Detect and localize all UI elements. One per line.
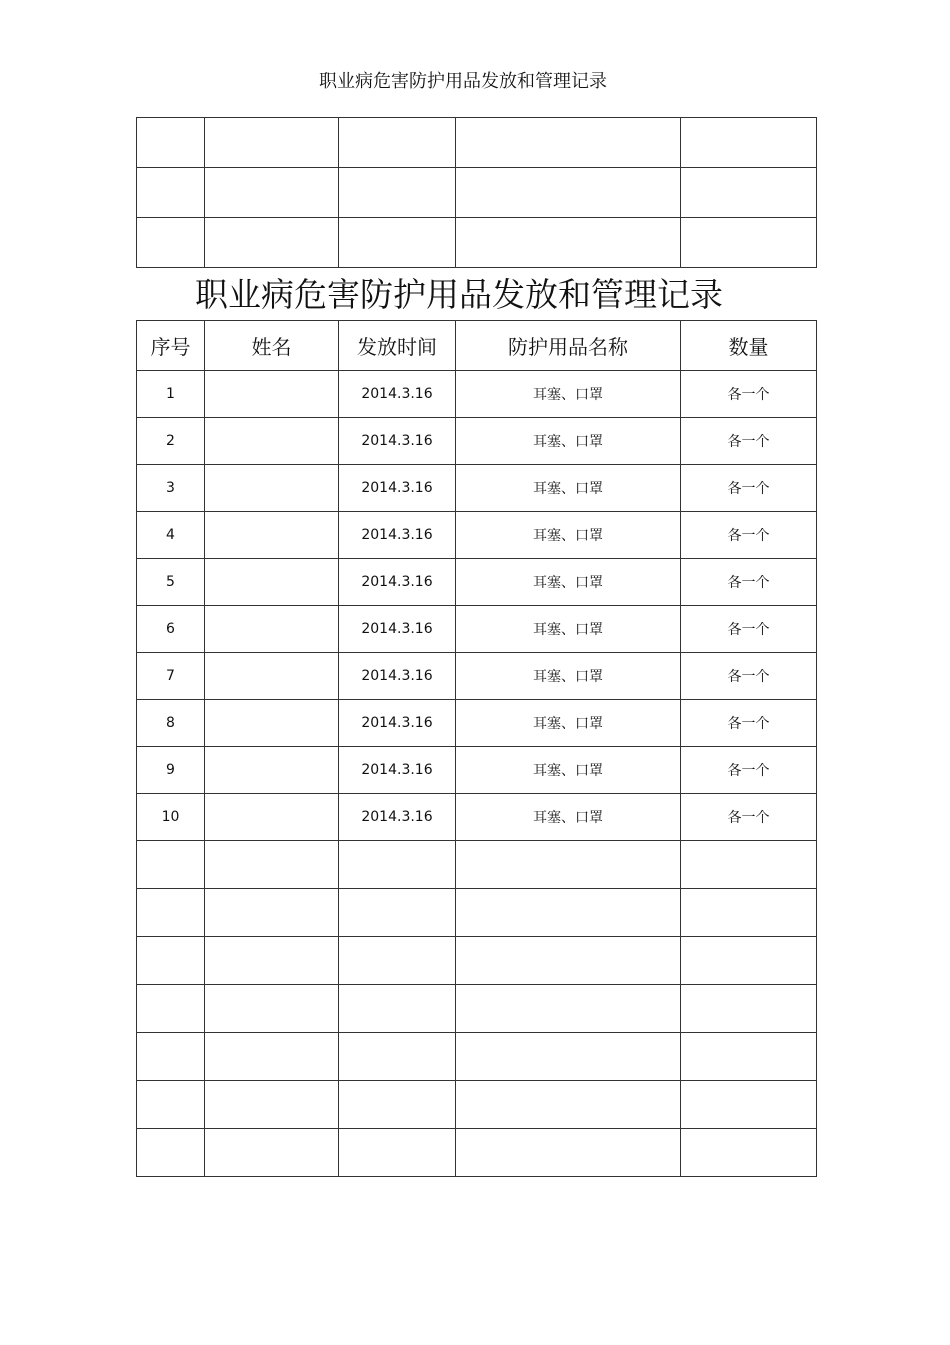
column-header-item: 防护用品名称 [456,321,681,371]
blank-cell [205,1033,339,1081]
cell-name [205,747,339,794]
blank-cell [339,937,456,985]
cell-date: 2014.3.16 [339,794,456,841]
blank-cell [339,841,456,889]
cell-qty: 各一个 [681,559,817,606]
blank-cell [137,841,205,889]
document-title: 职业病危害防护用品发放和管理记录 [195,275,723,314]
blank-cell [205,985,339,1033]
cell-date: 2014.3.16 [339,465,456,512]
cell-no: 10 [137,794,205,841]
blank-cell [205,937,339,985]
cell-name [205,371,339,418]
blank-cell [339,889,456,937]
cell-item: 耳塞、口罩 [456,371,681,418]
cell-item: 耳塞、口罩 [456,418,681,465]
blank-cell [205,1129,339,1177]
table-row [137,841,817,889]
column-header-name: 姓名 [205,321,339,371]
blank-cell [456,937,681,985]
cell-no: 2 [137,418,205,465]
cell-item: 耳塞、口罩 [456,465,681,512]
cell-date: 2014.3.16 [339,512,456,559]
blank-cell [456,985,681,1033]
cell-qty: 各一个 [681,747,817,794]
blank-cell [137,1033,205,1081]
blank-cell [205,841,339,889]
blank-cell [137,889,205,937]
table-row [137,747,817,794]
blank-cell [137,1081,205,1129]
table-row [137,1033,817,1081]
cell-name [205,700,339,747]
cell-date: 2014.3.16 [339,653,456,700]
cell-date: 2014.3.16 [339,606,456,653]
table-row [137,937,817,985]
column-header-date: 发放时间 [339,321,456,371]
blank-cell [456,1033,681,1081]
cell-qty: 各一个 [681,606,817,653]
table-row [137,118,817,168]
cell-item: 耳塞、口罩 [456,606,681,653]
cell-qty: 各一个 [681,512,817,559]
table-row [137,794,817,841]
blank-cell [681,985,817,1033]
blank-cell [681,889,817,937]
blank-cell [137,985,205,1033]
cell-qty: 各一个 [681,794,817,841]
blank-cell [339,985,456,1033]
table-row [137,168,817,218]
cell-no: 9 [137,747,205,794]
cell-name [205,418,339,465]
cell-name [205,559,339,606]
column-header-no: 序号 [137,321,205,371]
column-header-qty: 数量 [681,321,817,371]
table-row [137,418,817,465]
blank-cell [456,1129,681,1177]
cell-no: 6 [137,606,205,653]
blank-cell [205,889,339,937]
cell-date: 2014.3.16 [339,700,456,747]
table-row [137,512,817,559]
cell-item: 耳塞、口罩 [456,700,681,747]
blank-cell [339,1033,456,1081]
blank-cell [681,841,817,889]
cell-item: 耳塞、口罩 [456,653,681,700]
cell-qty: 各一个 [681,653,817,700]
table-row [137,559,817,606]
cell-item: 耳塞、口罩 [456,794,681,841]
cell-qty: 各一个 [681,700,817,747]
table-row [137,1129,817,1177]
blank-cell [456,1081,681,1129]
cell-name [205,606,339,653]
table-row [137,465,817,512]
blank-cell [137,1129,205,1177]
cell-date: 2014.3.16 [339,747,456,794]
cell-date: 2014.3.16 [339,559,456,606]
table-row [137,985,817,1033]
cell-name [205,653,339,700]
blank-cell [339,1129,456,1177]
cell-qty: 各一个 [681,371,817,418]
cell-date: 2014.3.16 [339,418,456,465]
blank-cell [137,937,205,985]
cell-qty: 各一个 [681,418,817,465]
table-row [137,606,817,653]
blank-cell [205,1081,339,1129]
running-header: 职业病危害防护用品发放和管理记录 [319,71,607,92]
blank-cell [681,1033,817,1081]
table-header-row [137,321,817,371]
blank-cell [456,841,681,889]
cell-qty: 各一个 [681,465,817,512]
cell-no: 8 [137,700,205,747]
table-row [137,371,817,418]
table-row [137,889,817,937]
cell-item: 耳塞、口罩 [456,747,681,794]
table-row [137,218,817,268]
blank-cell [456,889,681,937]
cell-no: 1 [137,371,205,418]
blank-cell [339,1081,456,1129]
table-row [137,1081,817,1129]
blank-cell [681,1081,817,1129]
cell-name [205,512,339,559]
cell-date: 2014.3.16 [339,371,456,418]
cell-no: 7 [137,653,205,700]
blank-cell [681,937,817,985]
cell-name [205,794,339,841]
cell-no: 3 [137,465,205,512]
table-row [137,700,817,747]
cell-name [205,465,339,512]
table-row [137,653,817,700]
cell-item: 耳塞、口罩 [456,512,681,559]
cell-no: 5 [137,559,205,606]
records-table [136,320,817,1177]
cell-no: 4 [137,512,205,559]
continuation-table [136,117,817,268]
cell-item: 耳塞、口罩 [456,559,681,606]
blank-cell [681,1129,817,1177]
